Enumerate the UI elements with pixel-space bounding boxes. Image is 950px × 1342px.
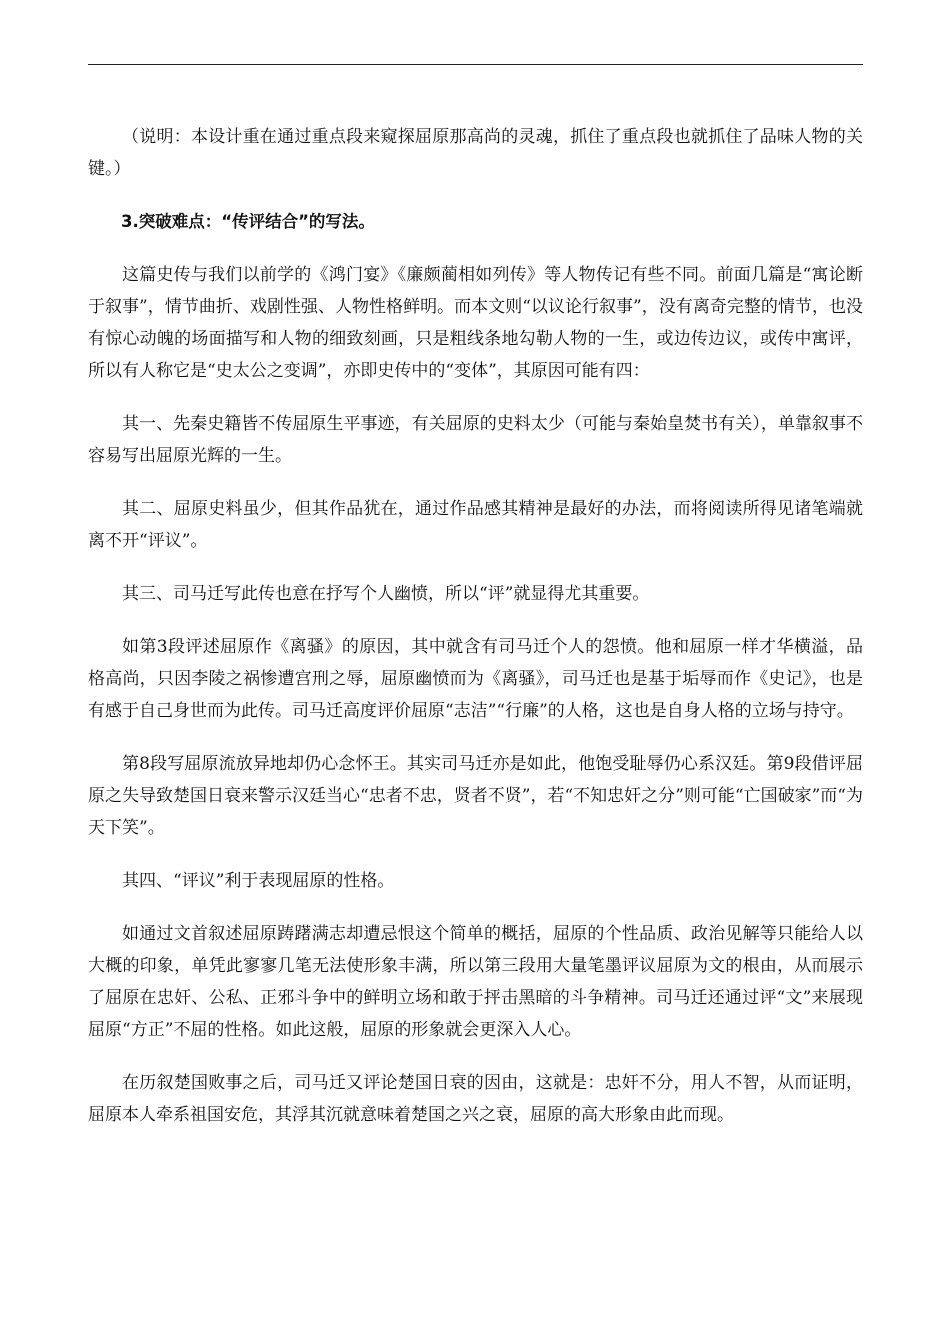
body-paragraph-reason-3: 其三、司马迁写此传也意在抒写个人幽愤，所以“评”就显得尤其重要。 (122, 584, 650, 604)
body-paragraph-intro: 这篇史传与我们以前学的《鸿门宴》《廉颇蔺相如列传》等人物传记有些不同。前面几篇是“寓论断于叙事”，情节曲折、戏剧性强、人物性格鲜明。而本文则“以议论行叙事”，没有离奇完整的情节，也没有惊心动魄的场面描写和人物的细致刻画，只是粗线条地勾勒人物的一生，或边传边议，或传中寓评，所以有人称它是“史太公之变调”，亦即史传中的“变体”，其原因可能有四： (88, 265, 863, 381)
header-rule (88, 64, 863, 65)
body-paragraph-example-3: 如第3段评述屈原作《离骚》的原因，其中就含有司马迁个人的怨愤。他和屈原一样才华横溢，品格高尚，只因李陵之祸惨遭宫刑之辱，屈原幽愤而为《离骚》，司马迁也是基于垢辱而作《史记》，也是有感于自己身世而为此传。司马迁高度评价屈原“志洁”“行廉”的人格，这也是自身人格的立场与持守。 (88, 637, 863, 721)
body-paragraph-reason-2: 其二、屈原史料虽少，但其作品犹在，通过作品感其精神是最好的办法，而将阅读所得见诸笔端就离不开“评议”。 (88, 499, 863, 551)
section-heading: 3.突破难点：“传评结合”的写法。 (121, 212, 375, 231)
document-body (88, 121, 863, 1152)
body-paragraph-example-8-9: 第8段写屈原流放异地却仍心念怀王。其实司马迁亦是如此，他饱受耻辱仍心系汉廷。第9段借评屈原之失导致楚国日衰来警示汉廷当心“忠者不忠，贤者不贤”，若“不知忠奸之分”则可能“亡国破家”而“为天下笑”。 (88, 754, 863, 838)
note-paragraph: （说明：本设计重在通过重点段来窥探屈原那高尚的灵魂，抓住了重点段也就抓住了品味人物的关键。） (88, 127, 863, 179)
body-paragraph-reason-1: 其一、先秦史籍皆不传屈原生平事迹，有关屈原的史料太少（可能与秦始皇焚书有关），单靠叙事不容易写出屈原光辉的一生。 (88, 414, 863, 466)
body-paragraph-reason-4: 其四、“评议”利于表现屈原的性格。 (122, 871, 395, 891)
body-paragraph-conclusion: 在历叙楚国败事之后，司马迁又评论楚国日衰的因由，这就是：忠奸不分，用人不智，从而证明，屈原本人牵系祖国安危，其浮其沉就意味着楚国之兴之衰，屈原的高大形象由此而现。 (88, 1073, 863, 1125)
body-paragraph-example-character: 如通过文首叙述屈原踌躇满志却遭忌恨这个简单的概括，屈原的个性品质、政治见解等只能给人以大概的印象，单凭此寥寥几笔无法使形象丰满，所以第三段用大量笔墨评议屈原为文的根由，从而展示了屈原在忠奸、公私、正邪斗争中的鲜明立场和敢于抨击黑暗的斗争精神。司马迁还通过评“文”来展现屈原“方正”不屈的性格。如此这般，屈原的形象就会更深入人心。 (88, 924, 863, 1040)
